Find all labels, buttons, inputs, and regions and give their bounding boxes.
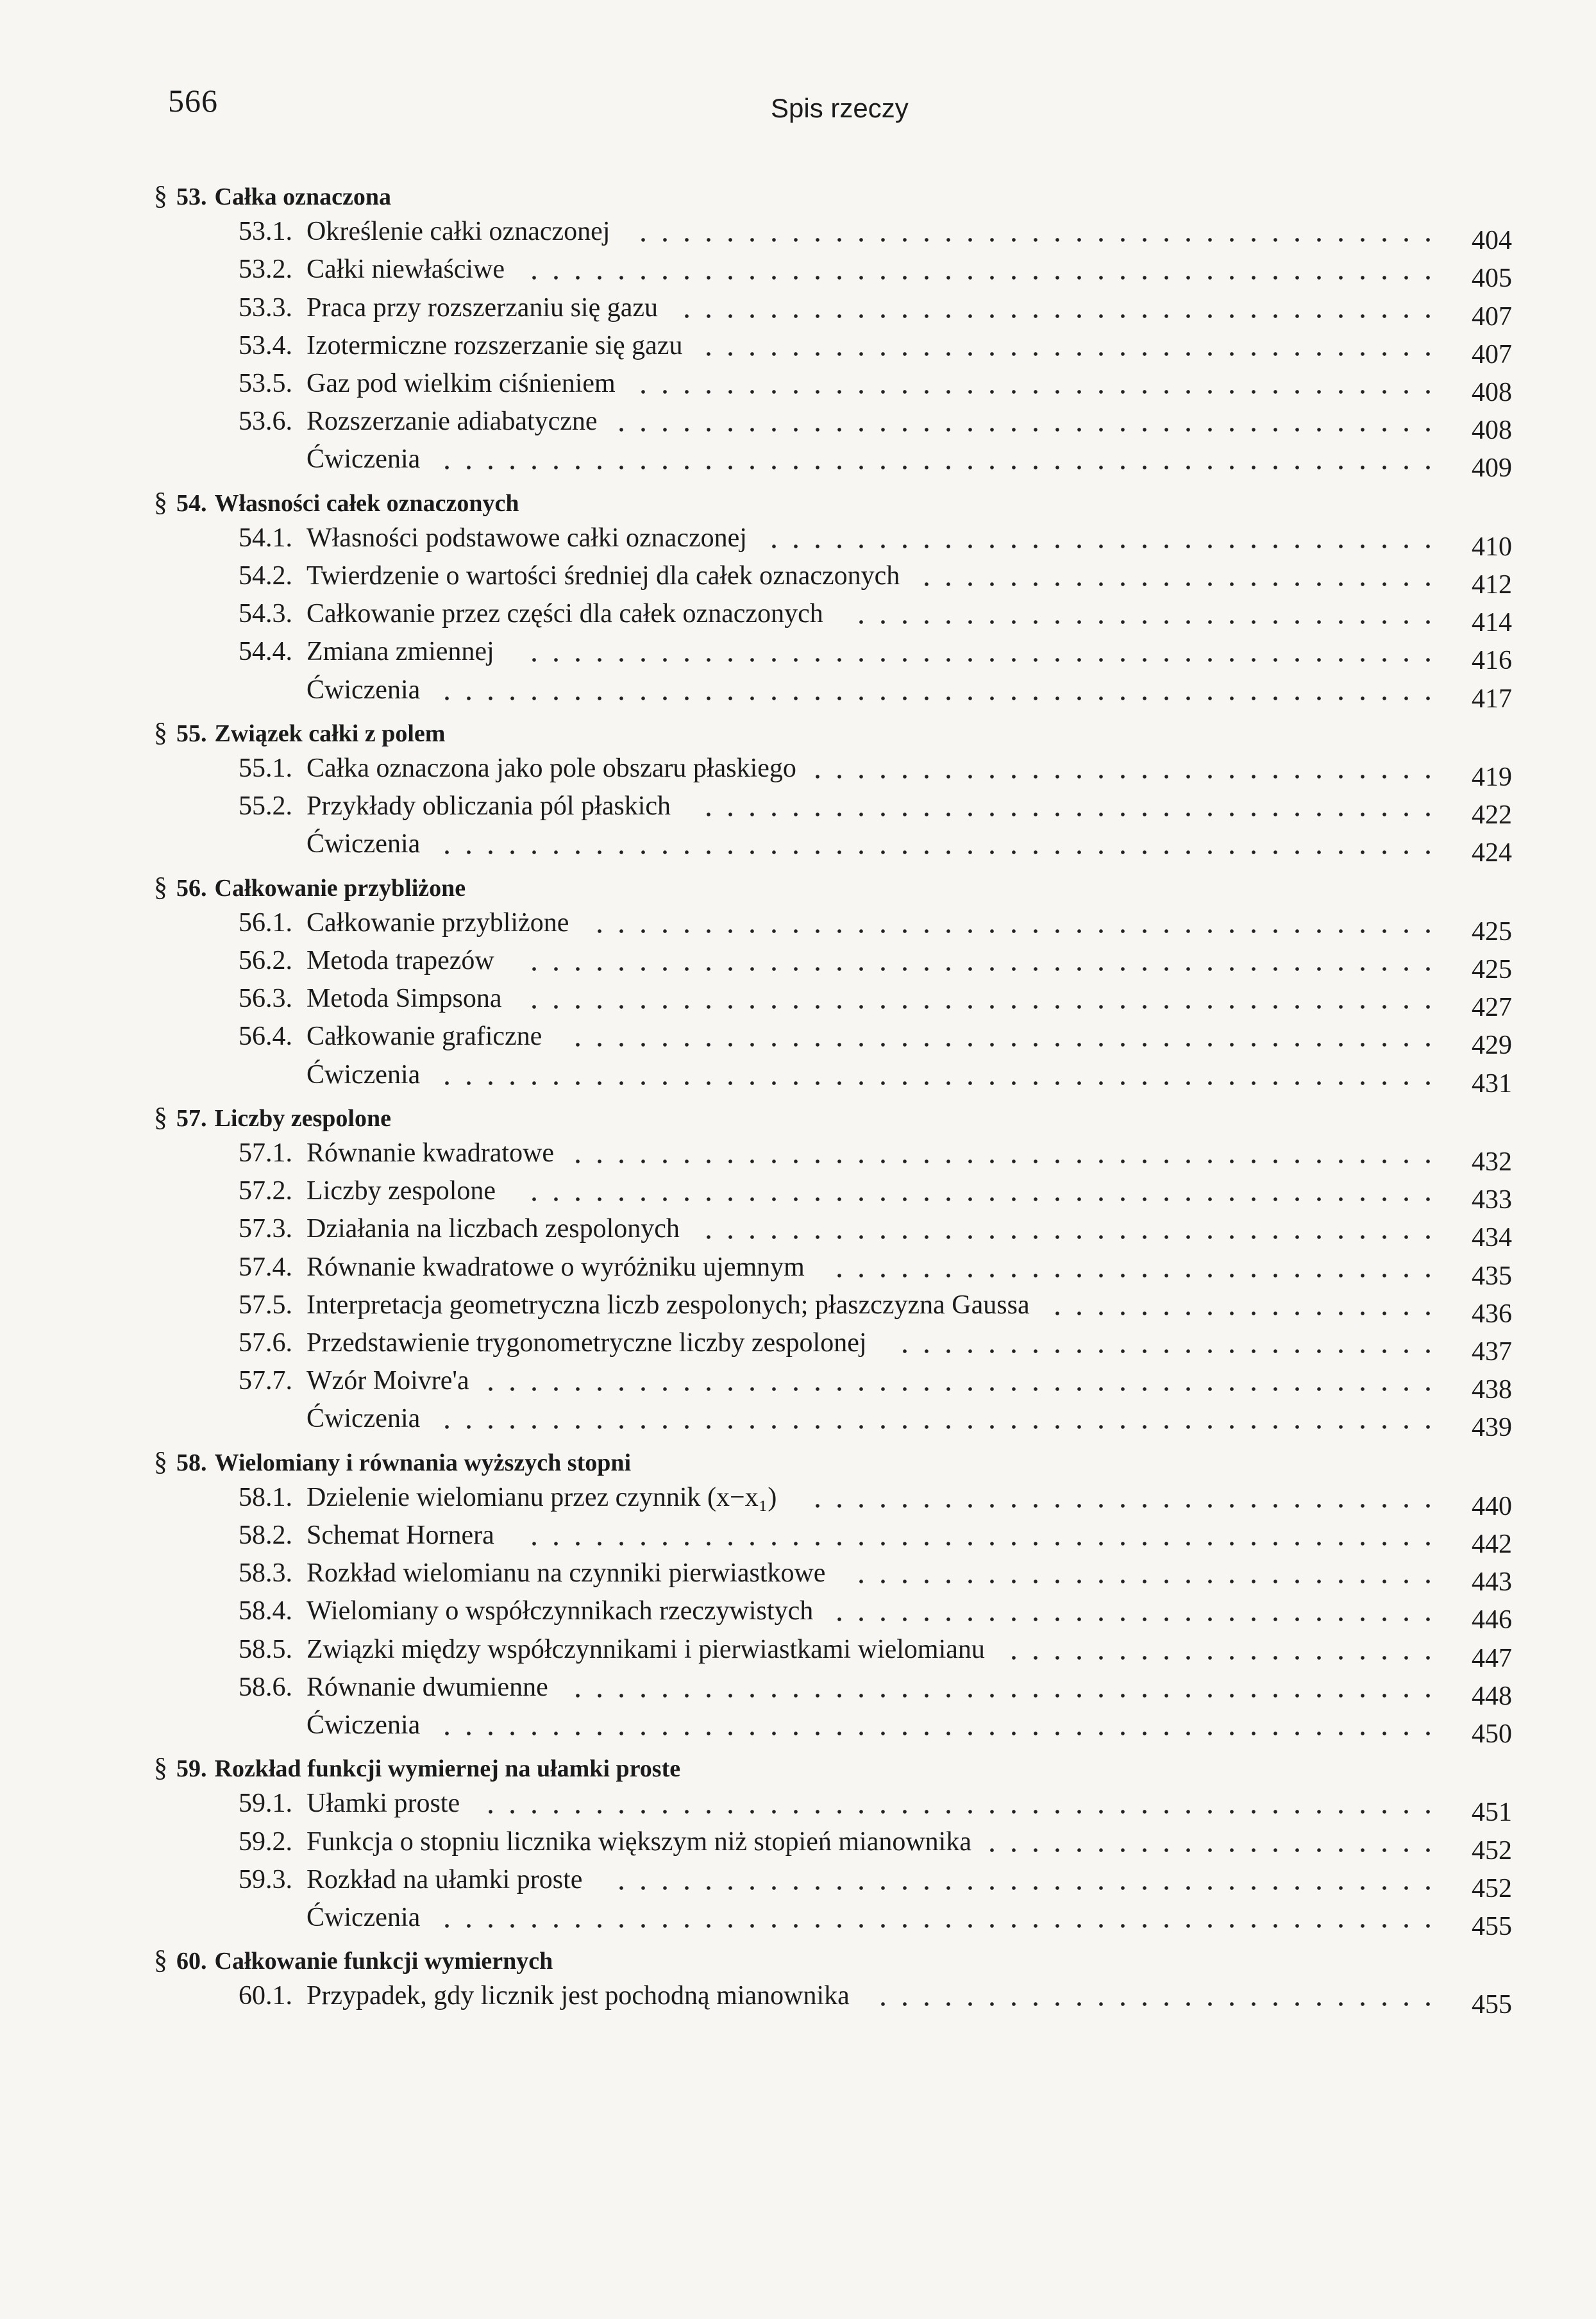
- toc-exercises-entry[interactable]: [239, 444, 420, 475]
- entry-title: Wielomiany o współczynnikach rzeczywistych: [307, 1596, 814, 1626]
- toc-entry[interactable]: [239, 1558, 825, 1589]
- page-reference[interactable]: 424: [1472, 838, 1512, 868]
- dot-leader: [523, 1542, 1430, 1546]
- entry-number: 56.1.: [239, 907, 292, 938]
- page-reference[interactable]: 408: [1472, 416, 1512, 446]
- page-reference[interactable]: 452: [1472, 1873, 1512, 1903]
- entry-title: Całka oznaczona jako pole obszaru płaskiego: [307, 754, 796, 783]
- toc-entry[interactable]: [239, 636, 494, 667]
- page-reference[interactable]: 443: [1472, 1567, 1512, 1598]
- toc-entry[interactable]: [239, 1596, 813, 1626]
- dot-leader: [567, 1694, 1430, 1698]
- toc-entry[interactable]: [239, 330, 682, 361]
- toc-entry[interactable]: [239, 1980, 850, 2011]
- toc-entry[interactable]: [239, 216, 610, 247]
- entry-title: Działania na liczbach zespolonych: [307, 1214, 680, 1244]
- entry-number: 53.2.: [239, 255, 292, 285]
- entry-number: 58.1.: [239, 1482, 292, 1512]
- entry-title: Całkowanie przez części dla całek oznaczonych: [307, 599, 823, 629]
- toc-entry[interactable]: [239, 753, 796, 784]
- dot-leader: [523, 1005, 1430, 1009]
- toc-entry[interactable]: [239, 254, 505, 285]
- dot-leader: [807, 775, 1430, 779]
- entry-title: Równanie dwumienne: [307, 1672, 548, 1702]
- entry-title: Ćwiczenia: [307, 1903, 421, 1932]
- entry-number: 53.5.: [239, 369, 292, 398]
- page-reference[interactable]: 407: [1472, 301, 1512, 332]
- entry-title: Metoda trapezów: [307, 946, 494, 975]
- entry-title: Rozkład wielomianu na czynniki pierwiastkowe: [307, 1558, 826, 1589]
- section-heading: [154, 872, 466, 903]
- dot-leader: [894, 1349, 1430, 1353]
- entry-number: 53.3.: [239, 292, 292, 323]
- entry-title: Metoda Simpsona: [307, 984, 502, 1014]
- section-title: Wielomiany i równania wyższych stopni: [214, 1449, 632, 1476]
- toc-entry[interactable]: [239, 1021, 542, 1052]
- entry-number: 53.1.: [239, 217, 292, 247]
- toc-entry[interactable]: [239, 1290, 1030, 1320]
- dot-leader: [567, 1043, 1430, 1047]
- section-title: Całkowanie funkcji wymiernych: [214, 1948, 553, 1975]
- entry-title: Związki między współczynnikami i pierwiastkami wielomianu: [307, 1634, 985, 1664]
- section-symbol: §: [154, 718, 167, 748]
- section-title: Całka oznaczona: [214, 183, 391, 210]
- page-reference[interactable]: 434: [1472, 1223, 1512, 1253]
- page-reference[interactable]: 433: [1472, 1185, 1512, 1215]
- toc-entry[interactable]: [239, 1520, 494, 1551]
- entry-title: Gaz pod wielkim ciśnieniem: [307, 369, 616, 398]
- entry-title: Ćwiczenia: [307, 675, 421, 705]
- section-number: 56.: [176, 874, 207, 902]
- page-reference[interactable]: 442: [1472, 1530, 1512, 1559]
- page-reference[interactable]: 432: [1472, 1147, 1512, 1177]
- page-reference[interactable]: 422: [1472, 800, 1512, 831]
- entry-title: Schemat Hornera: [307, 1521, 494, 1550]
- entry-number: 60.1.: [239, 1981, 292, 2011]
- entry-number: 57.1.: [239, 1138, 292, 1168]
- page-reference[interactable]: 455: [1472, 1912, 1512, 1941]
- entry-title: Ćwiczenia: [307, 444, 421, 475]
- entry-number: 57.7.: [239, 1366, 292, 1396]
- page-reference[interactable]: 416: [1472, 646, 1512, 676]
- entry-title: Ułamki proste: [307, 1789, 460, 1819]
- entry-title: Dzielenie wielomianu przez czynnik (x−x₁): [307, 1482, 777, 1512]
- section-symbol: §: [154, 181, 167, 211]
- section-symbol: §: [154, 1753, 167, 1784]
- entry-title: Wzór Moivre'a: [307, 1366, 469, 1396]
- dot-leader: [523, 967, 1430, 971]
- dot-leader: [698, 1235, 1430, 1239]
- entry-title: Praca przy rozszerzaniu się gazu: [307, 292, 659, 323]
- page-reference[interactable]: 419: [1472, 763, 1512, 792]
- entry-title: Izotermiczne rozszerzanie się gazu: [307, 330, 683, 360]
- dot-leader: [567, 1160, 1430, 1163]
- entry-number: 54.3.: [239, 599, 292, 629]
- dot-leader: [436, 1425, 1430, 1429]
- toc-exercises-entry[interactable]: [239, 675, 420, 705]
- page-reference[interactable]: 431: [1472, 1068, 1512, 1099]
- toc-entry[interactable]: [239, 1213, 680, 1244]
- toc-exercises-entry[interactable]: [239, 829, 420, 859]
- toc-entry[interactable]: [239, 406, 598, 437]
- toc-exercises-entry[interactable]: [239, 1902, 420, 1933]
- running-head: Spis rzeczy: [771, 93, 909, 123]
- page-reference[interactable]: 408: [1472, 378, 1512, 407]
- entry-title: Rozkład na ułamki proste: [307, 1864, 583, 1894]
- dot-leader: [436, 1081, 1430, 1085]
- section-number: 59.: [176, 1755, 207, 1783]
- toc-entry[interactable]: [239, 368, 616, 399]
- entry-title: Całkowanie graficzne: [307, 1022, 542, 1052]
- entry-title: Ćwiczenia: [307, 1710, 421, 1740]
- toc-exercises-entry[interactable]: [239, 1403, 420, 1434]
- page-reference[interactable]: 425: [1472, 916, 1512, 947]
- toc-entry[interactable]: [239, 1328, 867, 1358]
- entry-number: 57.4.: [239, 1252, 292, 1282]
- toc-exercises-entry[interactable]: [239, 1059, 420, 1090]
- toc-entry[interactable]: [239, 1252, 805, 1283]
- section-number: 53.: [176, 183, 207, 210]
- section-symbol: §: [154, 1946, 167, 1976]
- section-symbol: §: [154, 1447, 167, 1477]
- entry-number: 57.6.: [239, 1328, 292, 1358]
- entry-number: 57.2.: [239, 1176, 292, 1206]
- page-reference[interactable]: 446: [1472, 1605, 1512, 1635]
- section-number: 57.: [176, 1104, 207, 1132]
- entry-number: 59.1.: [239, 1789, 292, 1819]
- entry-title: Ćwiczenia: [307, 1404, 421, 1434]
- toc-entry[interactable]: [239, 561, 900, 591]
- entry-number: 59.2.: [239, 1826, 292, 1857]
- entry-title: Całki niewłaściwe: [307, 255, 505, 285]
- entry-number: 54.2.: [239, 561, 292, 591]
- page-reference[interactable]: 452: [1472, 1835, 1512, 1866]
- toc-entry[interactable]: [239, 1482, 777, 1513]
- section-title: Liczby zespolone: [214, 1104, 391, 1132]
- entry-title: Funkcja o stopniu licznika większym niż stopień mianownika: [307, 1826, 971, 1857]
- entry-number: 55.2.: [239, 791, 292, 822]
- page-reference[interactable]: 435: [1472, 1261, 1512, 1291]
- dot-leader: [610, 428, 1430, 432]
- section-number: 60.: [176, 1948, 207, 1975]
- dot-leader: [1003, 1656, 1430, 1660]
- entry-number: 54.4.: [239, 637, 292, 667]
- page-reference[interactable]: 436: [1472, 1299, 1512, 1329]
- entry-title: Twierdzenie o wartości średniej dla całek oznaczonych: [307, 561, 900, 591]
- page-reference[interactable]: 412: [1472, 570, 1512, 600]
- page-reference[interactable]: 437: [1472, 1337, 1512, 1367]
- entry-title: Własności podstawowe całki oznaczonej: [307, 523, 747, 553]
- toc-entry[interactable]: [239, 907, 569, 938]
- dot-leader: [1046, 1311, 1430, 1315]
- entry-title: Ćwiczenia: [307, 1059, 421, 1090]
- entry-number: 59.3.: [239, 1864, 292, 1894]
- dot-leader: [436, 1732, 1430, 1735]
- entry-number: 53.4.: [239, 330, 292, 360]
- page-reference[interactable]: 429: [1472, 1031, 1512, 1061]
- entry-title: Całkowanie przybliżone: [307, 907, 569, 938]
- section-heading: [154, 1102, 391, 1133]
- section-symbol: §: [154, 1102, 167, 1133]
- dot-leader: [436, 1924, 1430, 1928]
- dot-leader: [872, 2002, 1430, 2006]
- toc-entry[interactable]: [239, 1864, 582, 1895]
- dot-leader: [523, 658, 1430, 662]
- page-reference[interactable]: 455: [1472, 1990, 1512, 2020]
- toc-exercises-entry[interactable]: [239, 1710, 420, 1741]
- entry-title: Przykłady obliczania pól płaskich: [307, 791, 671, 822]
- toc-entry[interactable]: [239, 945, 494, 976]
- page-reference[interactable]: 451: [1472, 1798, 1512, 1828]
- section-heading: [154, 487, 519, 518]
- page-reference[interactable]: 405: [1472, 264, 1512, 294]
- toc-entry[interactable]: [239, 1788, 460, 1819]
- entry-title: Równanie kwadratowe o wyróżniku ujemnym: [307, 1252, 805, 1282]
- dot-leader: [632, 238, 1430, 242]
- section-number: 55.: [176, 720, 207, 747]
- entry-number: 56.2.: [239, 946, 292, 975]
- page-reference[interactable]: 407: [1472, 339, 1512, 369]
- section-heading: [154, 1753, 680, 1784]
- section-symbol: §: [154, 872, 167, 902]
- toc-entry[interactable]: [239, 983, 501, 1014]
- entry-number: 56.4.: [239, 1022, 292, 1052]
- page-number: 566: [168, 83, 218, 119]
- toc-entry[interactable]: [239, 1634, 985, 1665]
- section-heading: [154, 1447, 631, 1478]
- toc-entry[interactable]: [239, 523, 747, 553]
- dot-leader: [828, 1617, 1430, 1621]
- dot-leader: [763, 544, 1430, 548]
- page-reference[interactable]: 404: [1472, 226, 1512, 256]
- entry-number: 54.1.: [239, 523, 292, 553]
- section-heading: [154, 1945, 553, 1976]
- dot-leader: [828, 1274, 1430, 1278]
- page-reference[interactable]: 409: [1472, 453, 1512, 484]
- toc-entry[interactable]: [239, 1672, 548, 1703]
- entry-title: Przedstawienie trygonometryczne liczby zespolonej: [307, 1328, 867, 1358]
- entry-title: Liczby zespolone: [307, 1176, 496, 1206]
- entry-number: 57.5.: [239, 1290, 292, 1320]
- page-reference[interactable]: 439: [1472, 1413, 1512, 1443]
- dot-leader: [807, 1504, 1430, 1508]
- section-number: 58.: [176, 1449, 207, 1476]
- page-reference[interactable]: 414: [1472, 608, 1512, 638]
- entry-number: 56.3.: [239, 984, 292, 1014]
- toc-entry[interactable]: [239, 1138, 554, 1168]
- dot-leader: [480, 1810, 1430, 1814]
- entry-title: Rozszerzanie adiabatyczne: [307, 407, 598, 437]
- dot-leader: [523, 1197, 1430, 1201]
- entry-number: 53.6.: [239, 407, 292, 437]
- dot-leader: [436, 850, 1430, 854]
- section-title: Rozkład funkcji wymiernej na ułamki proste: [214, 1755, 681, 1783]
- entry-title: Przypadek, gdy licznik jest pochodną mianownika: [307, 1981, 850, 2011]
- page-reference[interactable]: 427: [1472, 993, 1512, 1023]
- entry-title: Określenie całki oznaczonej: [307, 217, 610, 247]
- page-reference[interactable]: 438: [1472, 1375, 1512, 1405]
- dot-leader: [480, 1387, 1430, 1391]
- dot-leader: [436, 466, 1430, 469]
- page-reference[interactable]: 425: [1472, 955, 1512, 984]
- entry-title: Równanie kwadratowe: [307, 1138, 555, 1168]
- dot-leader: [632, 390, 1430, 394]
- entry-title: Zmiana zmiennej: [307, 637, 494, 667]
- dot-leader: [676, 314, 1430, 318]
- dot-leader: [523, 276, 1430, 280]
- entry-number: 58.5.: [239, 1634, 292, 1664]
- section-symbol: §: [154, 487, 167, 518]
- dot-leader: [981, 1848, 1430, 1852]
- toc-entry[interactable]: [239, 292, 658, 323]
- entry-number: 57.3.: [239, 1214, 292, 1244]
- entry-number: 58.3.: [239, 1558, 292, 1589]
- entry-title: Ćwiczenia: [307, 829, 421, 859]
- dot-leader: [850, 620, 1430, 624]
- section-title: Własności całek oznaczonych: [214, 489, 519, 517]
- dot-leader: [850, 1580, 1430, 1583]
- dot-leader: [916, 582, 1430, 586]
- dot-leader: [698, 352, 1430, 356]
- dot-leader: [436, 696, 1430, 700]
- dot-leader: [589, 929, 1430, 933]
- section-title: Związek całki z polem: [214, 720, 446, 747]
- page-reference[interactable]: 440: [1472, 1491, 1512, 1521]
- entry-title: Interpretacja geometryczna liczb zespolonych; płaszczyzna Gaussa: [307, 1290, 1030, 1320]
- toc-entry[interactable]: [239, 1826, 971, 1857]
- entry-number: 58.6.: [239, 1672, 292, 1702]
- page-reference[interactable]: 417: [1472, 684, 1512, 714]
- section-heading: [154, 718, 445, 748]
- page-reference[interactable]: 450: [1472, 1719, 1512, 1749]
- entry-number: 58.4.: [239, 1596, 292, 1626]
- entry-number: 58.2.: [239, 1521, 292, 1550]
- dot-leader: [698, 813, 1430, 816]
- dot-leader: [610, 1886, 1430, 1890]
- toc-entry[interactable]: [239, 1365, 469, 1396]
- section-title: Całkowanie przybliżone: [214, 874, 466, 902]
- section-heading: [154, 181, 391, 212]
- page-reference[interactable]: 447: [1472, 1643, 1512, 1673]
- section-number: 54.: [176, 489, 207, 517]
- page-reference[interactable]: 410: [1472, 532, 1512, 562]
- entry-number: 55.1.: [239, 754, 292, 783]
- toc-entry[interactable]: [239, 1176, 496, 1206]
- toc-entry[interactable]: [239, 791, 671, 822]
- toc-entry[interactable]: [239, 598, 823, 629]
- page-reference[interactable]: 448: [1472, 1681, 1512, 1711]
